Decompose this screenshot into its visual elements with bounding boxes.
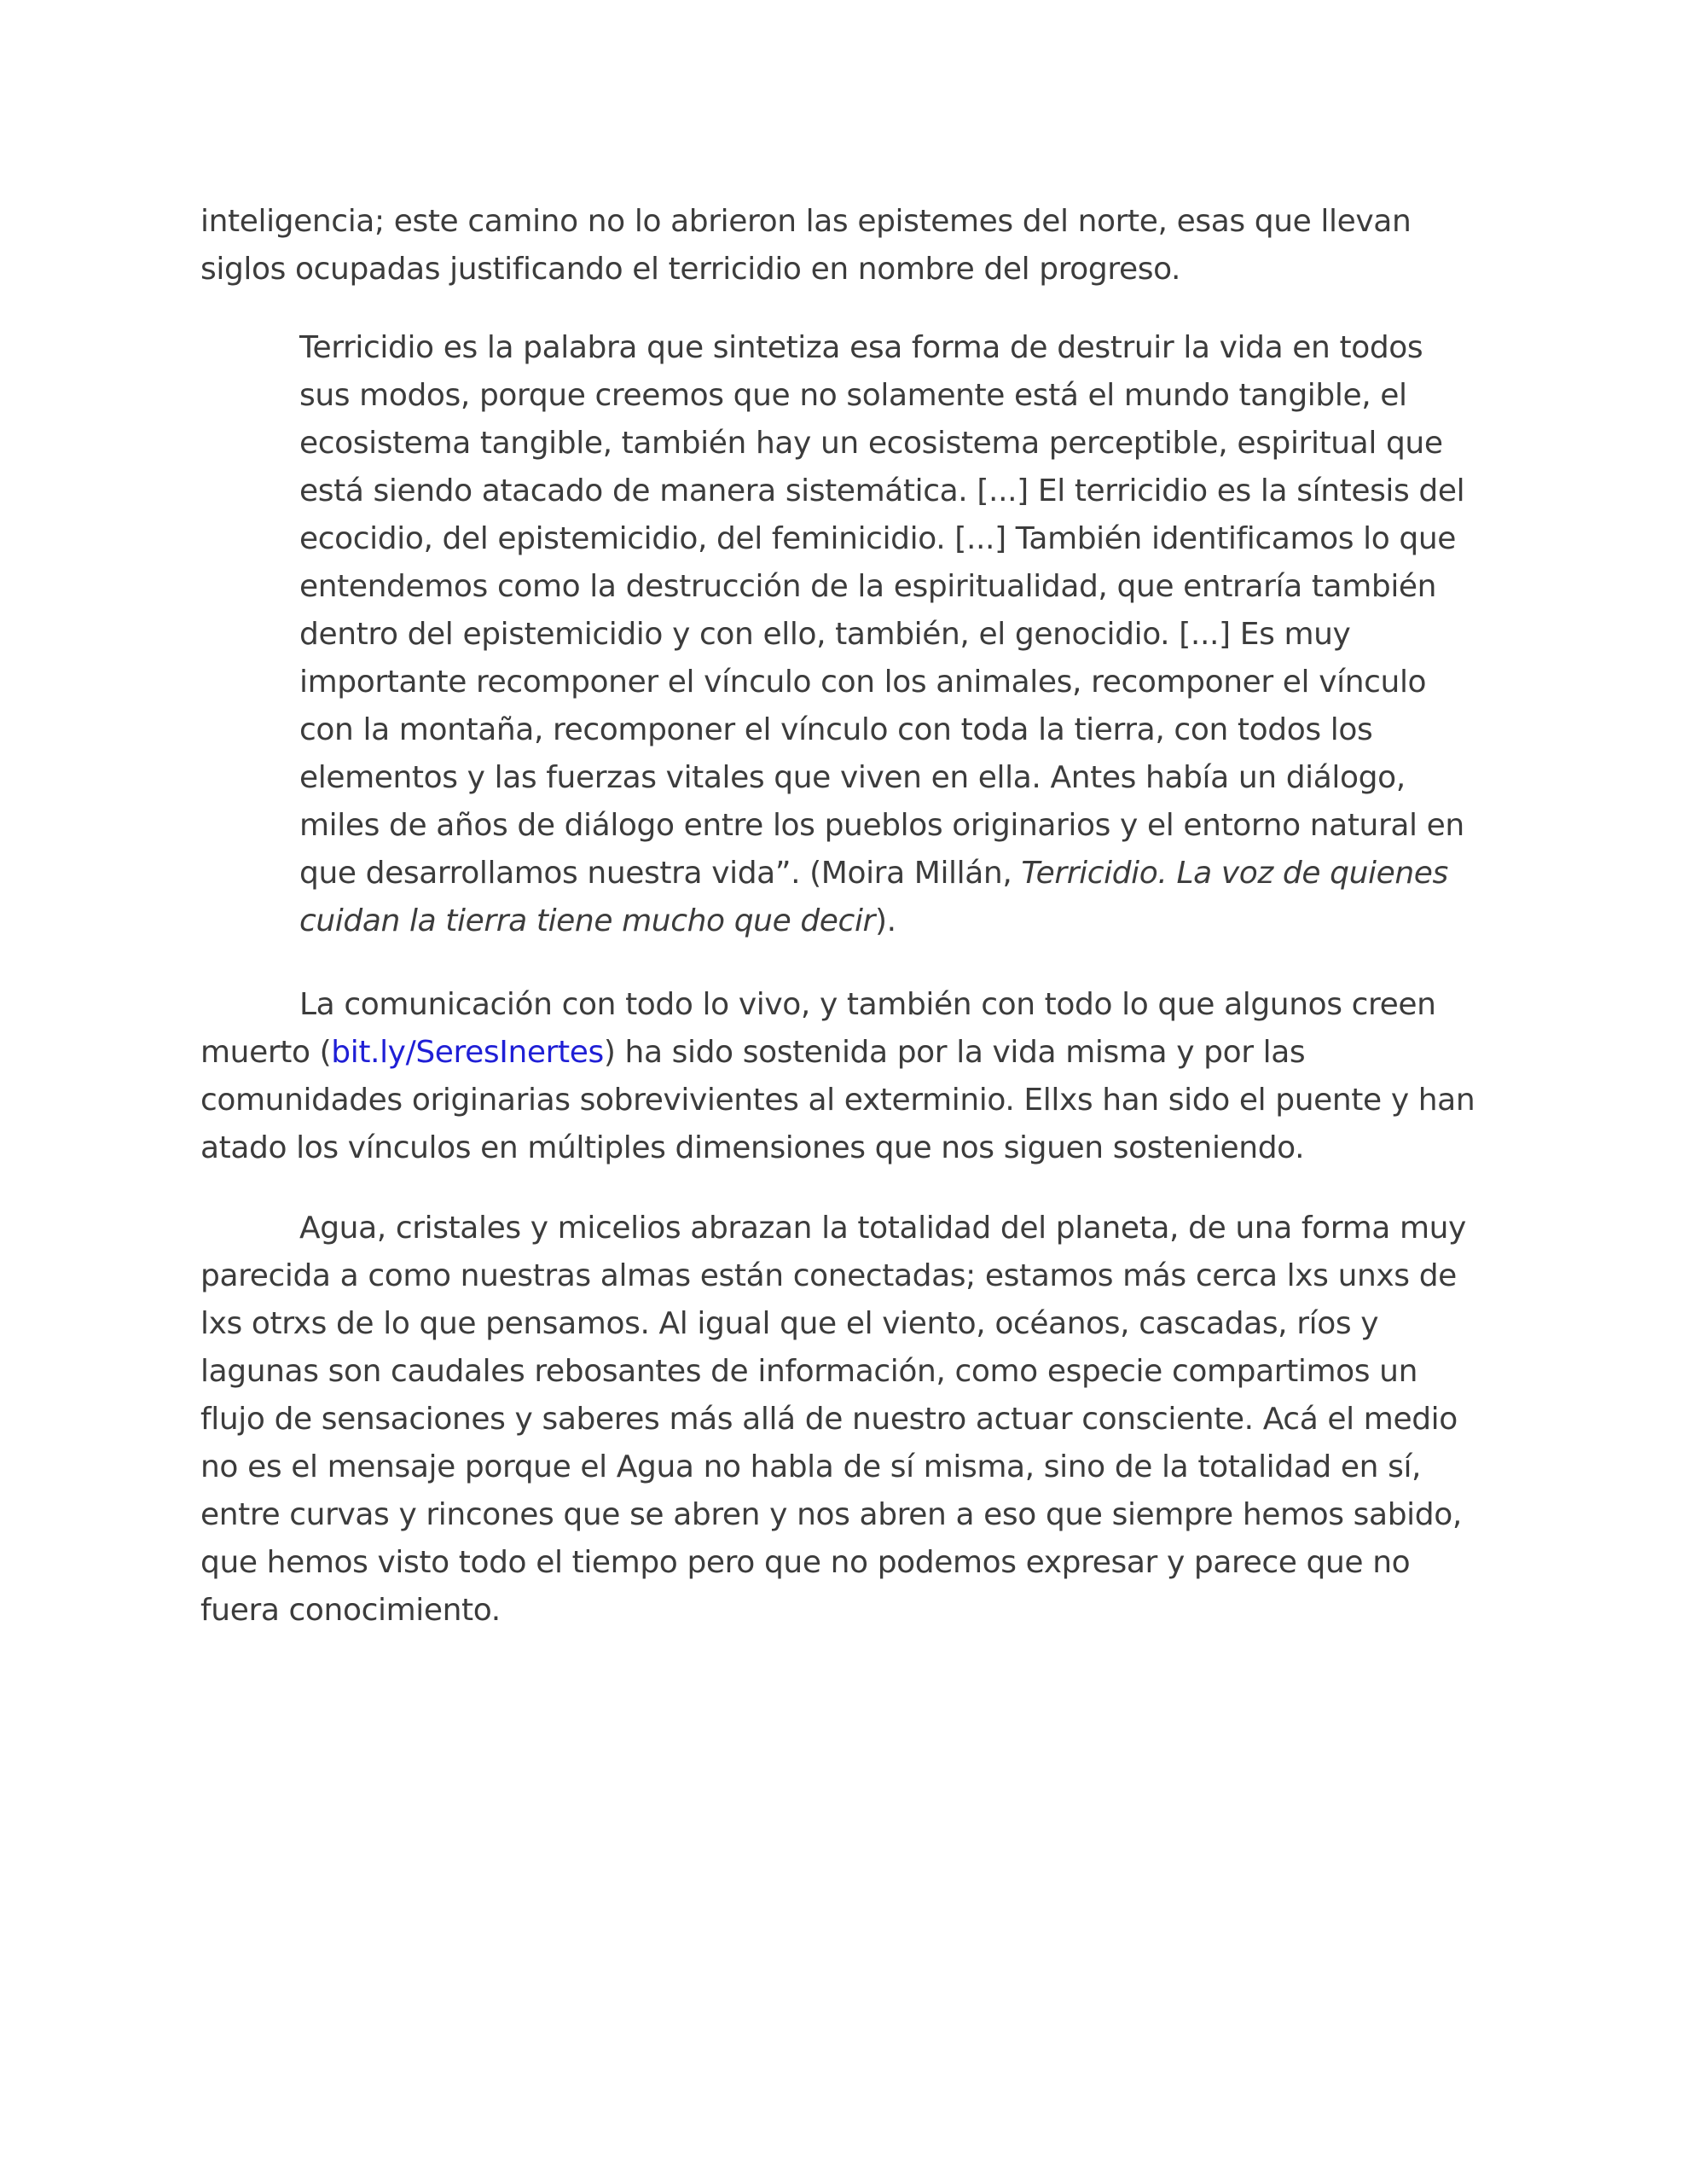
seres-inertes-link[interactable]: bit.ly/SeresInertes	[331, 1035, 604, 1070]
paragraph-1-line: siglos ocupadas justificando el terricidio en nombre del progreso.	[200, 252, 1181, 287]
book-title: cuidan la tierra tiene mucho que decir	[299, 903, 875, 938]
quote-citation-line	[299, 850, 1505, 897]
quote-line: Terricidio es la palabra que sintetiza esa forma de destruir la vida en todos	[299, 330, 1423, 365]
quote-line: está siendo atacado de manera sistemática. [...] El terricidio es la síntesis del	[299, 473, 1465, 508]
paragraph-3	[200, 1205, 1505, 1635]
paragraph-3-line: fuera conocimiento.	[200, 1593, 501, 1628]
paragraph-3-line: flujo de sensaciones y saberes más allá de nuestro actuar consciente. Acá el medio	[200, 1402, 1458, 1437]
paragraph-2-text: ) ha sido sostenida por la vida misma y por las	[603, 1035, 1306, 1070]
paragraph-3-line: Agua, cristales y micelios abrazan la totalidad del planeta, de una forma muy	[299, 1211, 1466, 1246]
quote-line: sus modos, porque creemos que no solamente está el mundo tangible, el	[299, 378, 1407, 413]
paragraph-3-line: no es el mensaje porque el Agua no habla de sí misma, sino de la totalidad en sí,	[200, 1449, 1422, 1484]
paragraph-1	[200, 198, 1505, 293]
paragraph-2-text: muerto (	[200, 1035, 332, 1070]
quote-line: ecosistema tangible, también hay un ecosistema perceptible, espiritual que	[299, 426, 1443, 461]
block-quote	[299, 324, 1505, 945]
paragraph-3-line: entre curvas y rincones que se abren y nos abren a eso que siempre hemos sabido,	[200, 1497, 1462, 1532]
paragraph-3-line: lagunas son caudales rebosantes de información, como especie compartimos un	[200, 1354, 1417, 1389]
paragraph-2	[200, 981, 1505, 1172]
quote-citation-line	[299, 897, 1505, 945]
paragraph-2-line: La comunicación con todo lo vivo, y también con todo lo que algunos creen	[299, 987, 1436, 1022]
quote-closing: ).	[874, 903, 896, 938]
quote-citation-text: que desarrollamos nuestra vida”. (Moira Millán,	[299, 856, 1022, 891]
quote-line: dentro del epistemicidio y con ello, también, el genocidio. [...] Es muy	[299, 617, 1351, 652]
quote-line: importante recomponer el vínculo con los animales, recomponer el vínculo	[299, 665, 1427, 700]
book-title: Terricidio. La voz de quienes	[1021, 856, 1448, 891]
quote-line: ecocidio, del epistemicidio, del feminicidio. [...] También identificamos lo que	[299, 521, 1457, 556]
paragraph-1-line: inteligencia; este camino no lo abrieron las epistemes del norte, esas que llevan	[200, 204, 1412, 239]
quote-line: elementos y las fuerzas vitales que viven en ella. Antes había un diálogo,	[299, 760, 1406, 795]
paragraph-3-line: que hemos visto todo el tiempo pero que no podemos expresar y parece que no	[200, 1545, 1411, 1580]
quote-line: miles de años de diálogo entre los pueblos originarios y el entorno natural en	[299, 808, 1464, 843]
paragraph-2-line	[200, 1029, 1505, 1077]
paragraph-3-line: lxs otrxs de lo que pensamos. Al igual que el viento, océanos, cascadas, ríos y	[200, 1306, 1379, 1341]
paragraph-3-line: parecida a como nuestras almas están conectadas; estamos más cerca lxs unxs de	[200, 1258, 1457, 1293]
quote-line: con la montaña, recomponer el vínculo con toda la tierra, con todos los	[299, 712, 1373, 747]
paragraph-2-line: atado los vínculos en múltiples dimensiones que nos siguen sosteniendo.	[200, 1130, 1305, 1165]
quote-line: entendemos como la destrucción de la espiritualidad, que entraría también	[299, 569, 1437, 604]
paragraph-2-line: comunidades originarias sobrevivientes al exterminio. Ellxs han sido el puente y han	[200, 1083, 1475, 1118]
